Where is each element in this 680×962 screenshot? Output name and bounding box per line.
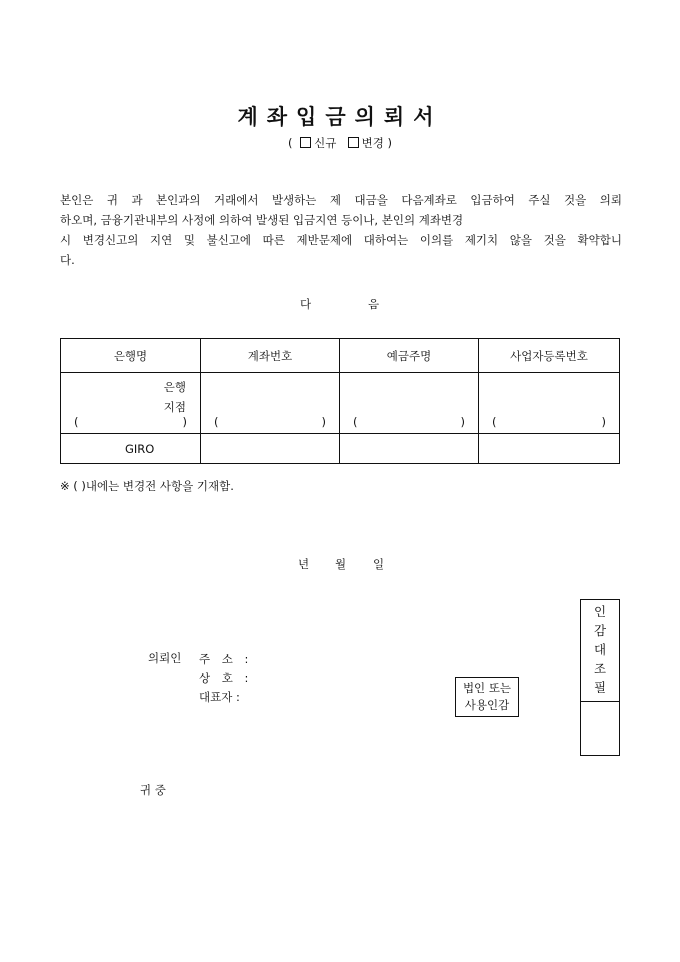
table-row (61, 373, 620, 434)
seal-char: 대 (593, 642, 607, 657)
seal-char: 필 (593, 680, 607, 695)
bank-name-cell[interactable] (61, 373, 201, 434)
table-header-row (61, 339, 620, 373)
paragraph-line-1: 본인은 귀 과 본인과의 거래에서 발생하는 제 대금을 다음계좌로 입금하여 주실 것을 의뢰 (60, 193, 622, 207)
checkbox-change[interactable] (348, 137, 359, 148)
paragraph-line-2: 하오며, 금융기관내부의 사정에 의하여 발생된 입금지연 등이나, 본인의 계좌변경 (60, 213, 464, 227)
table-row (61, 434, 620, 464)
account-holder-cell[interactable] (340, 373, 479, 434)
checkbox-new[interactable] (300, 137, 311, 148)
change-note: ※ ( )내에는 변경전 사항을 기재함. (60, 479, 234, 493)
company-field-label: 상 호 : (199, 671, 253, 685)
corporate-seal-box (455, 677, 519, 717)
bank-label: 은행 (163, 380, 186, 394)
seal-char: 감 (593, 623, 607, 638)
header-bank-name: 은행명 (61, 339, 201, 373)
paren-open: ( (74, 415, 79, 429)
document-title: 계좌입금의뢰서 (237, 104, 443, 129)
date-day-label: 일 (373, 557, 385, 571)
giro-account-cell[interactable] (201, 434, 340, 464)
paren-open: ( (492, 415, 497, 429)
stamp-line-1: 법인 또는 (462, 681, 512, 695)
seal-char: 인 (593, 604, 607, 619)
account-number-cell[interactable] (201, 373, 340, 434)
header-account-number: 계좌번호 (201, 339, 340, 373)
paren-open: ( (214, 415, 219, 429)
paragraph-line-4: 다. (60, 253, 75, 267)
document-subtitle (0, 135, 680, 151)
option-new-label: 신규 (314, 136, 337, 150)
branch-label: 지점 (163, 400, 186, 414)
option-change-label: 변경 (361, 136, 384, 150)
paren-close: ) (321, 415, 326, 429)
requester-label: 의뢰인 (148, 651, 182, 665)
stamp-line-2: 사용인감 (464, 698, 510, 712)
next-heading-da: 다 (300, 297, 312, 311)
header-account-holder: 예금주명 (340, 339, 479, 373)
address-field-label: 주 소 : (199, 652, 253, 666)
paren-close: ) (601, 415, 606, 429)
subtitle-open-paren: ( (287, 136, 293, 150)
representative-field-label: 대표자 : (199, 690, 240, 704)
recipient-label: 귀 중 (140, 783, 166, 797)
date-year-label: 년 (298, 557, 310, 571)
business-reg-number-cell[interactable] (479, 373, 620, 434)
subtitle-close-paren: ) (387, 136, 393, 150)
giro-label: GIRO (61, 434, 201, 464)
requester-fields (199, 650, 252, 707)
paren-close: ) (182, 415, 187, 429)
giro-holder-cell[interactable] (340, 434, 479, 464)
seal-verification-label (581, 600, 619, 702)
giro-business-cell[interactable] (479, 434, 620, 464)
account-table (60, 338, 620, 464)
seal-char: 조 (593, 661, 607, 676)
request-paragraph (60, 190, 622, 270)
date-month-label: 월 (335, 557, 347, 571)
paren-open: ( (353, 415, 358, 429)
paragraph-line-3: 시 변경신고의 지연 및 불신고에 따른 제반문제에 대하여는 이의를 제기치 않을 것을 확약합니 (60, 233, 622, 247)
paren-close: ) (460, 415, 465, 429)
seal-verification-box (580, 599, 620, 756)
next-heading-eum: 음 (368, 297, 380, 311)
header-business-reg-number: 사업자등록번호 (479, 339, 620, 373)
